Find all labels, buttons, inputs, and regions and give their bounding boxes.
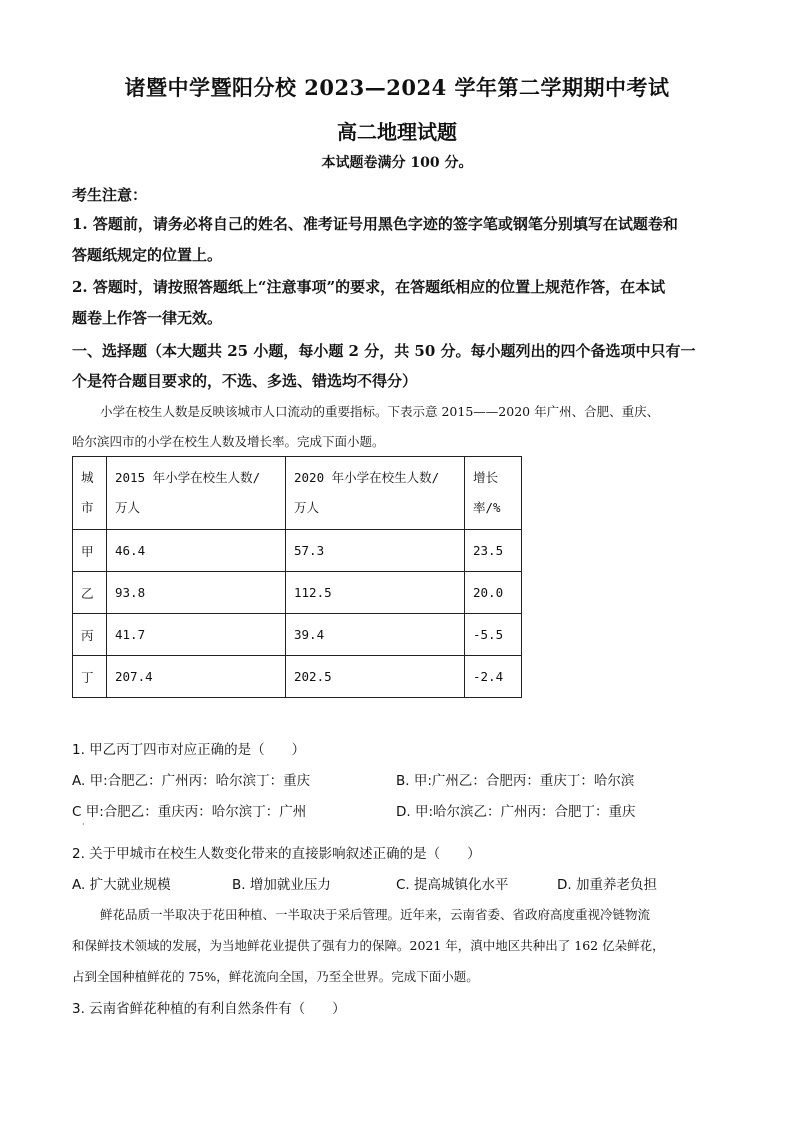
header-2015: 2015 年小学在校生人数/ 万人 bbox=[107, 457, 286, 530]
enrollment-table bbox=[72, 456, 522, 698]
notice-item2-line1: 2. 答题时，请按照答题纸上“注意事项”的要求，在答题纸相应的位置上规范作答，在本试 bbox=[72, 278, 666, 296]
q2-stem: 2. 关于甲城市在校生人数变化带来的直接影响叙述正确的是（ ） bbox=[72, 846, 481, 862]
score-note: 本试题卷满分 100 分。 bbox=[321, 155, 473, 171]
table-row bbox=[73, 656, 522, 698]
cell-2020: 39.4 bbox=[286, 614, 465, 656]
header-city: 城 市 bbox=[73, 457, 107, 530]
cell-2020: 202.5 bbox=[286, 656, 465, 698]
header-2020: 2020 年小学在校生人数/ 万人 bbox=[286, 457, 465, 530]
notice-heading: 考生注意： bbox=[72, 186, 148, 204]
q1-option-a: A. 甲:合肥乙：广州丙：哈尔滨丁：重庆 bbox=[72, 773, 311, 789]
exam-subtitle: 高二地理试题 bbox=[337, 120, 457, 144]
passage2-line2: 和保鲜技术领域的发展，为当地鲜花业提供了强有力的保障。2021 年，滇中地区共种出了 162 亿朵鲜花， bbox=[72, 938, 665, 953]
section1-line1: 一、选择题（本大题共 25 小题，每小题 2 分，共 50 分。每小题列出的四个备选项中只有一 bbox=[72, 342, 696, 360]
cell-rate: -5.5 bbox=[465, 614, 522, 656]
cell-rate: -2.4 bbox=[465, 656, 522, 698]
table-header-row bbox=[73, 457, 522, 530]
cell-city: 丁 bbox=[73, 656, 107, 698]
exam-title: 诸暨中学暨阳分校 2023—2024 学年第二学期期中考试 bbox=[124, 75, 670, 100]
table-row bbox=[73, 614, 522, 656]
cell-2015: 46.4 bbox=[107, 530, 286, 572]
q1-option-c: C 甲:合肥乙：重庆丙：哈尔滨丁：广州 bbox=[72, 804, 307, 820]
cell-2020: 57.3 bbox=[286, 530, 465, 572]
cell-2015: 207.4 bbox=[107, 656, 286, 698]
table-row bbox=[73, 530, 522, 572]
q3-stem: 3. 云南省鲜花种植的有利自然条件有（ ） bbox=[72, 1001, 346, 1017]
cell-2020: 112.5 bbox=[286, 572, 465, 614]
cell-city: 甲 bbox=[73, 530, 107, 572]
header-rate: 增长 率/% bbox=[465, 457, 522, 530]
passage2-line3: 占到全国种植鲜花的 75%，鲜花流向全国，乃至全世界。完成下面小题。 bbox=[72, 969, 479, 984]
q2-option-a: A. 扩大就业规模 bbox=[72, 877, 171, 893]
q2-option-c: C. 提高城镇化水平 bbox=[396, 877, 509, 893]
passage1-line1: 小学在校生人数是反映该城市人口流动的重要指标。下表示意 2015——2020 年广州、合肥、重庆、 bbox=[100, 404, 660, 419]
cell-city: 乙 bbox=[73, 572, 107, 614]
table-row bbox=[73, 572, 522, 614]
cell-city: 丙 bbox=[73, 614, 107, 656]
passage1-line2: 哈尔滨四市的小学在校生人数及增长率。完成下面小题。 bbox=[72, 434, 385, 449]
notice-item1-line1: 1. 答题前，请务必将自己的姓名、准考证号用黑色字迹的签字笔或钢笔分别填写在试题卷和 bbox=[72, 215, 678, 233]
cell-rate: 23.5 bbox=[465, 530, 522, 572]
cell-2015: 41.7 bbox=[107, 614, 286, 656]
q2-option-d: D. 加重养老负担 bbox=[557, 877, 657, 893]
notice-item2-line2: 题卷上作答一律无效。 bbox=[72, 309, 223, 327]
cell-rate: 20.0 bbox=[465, 572, 522, 614]
passage2-line1: 鲜花品质一半取决于花田种植、一半取决于采后管理。近年来，云南省委、省政府高度重视冷链物流 bbox=[100, 907, 651, 922]
stray-mark: · bbox=[82, 820, 85, 829]
q1-stem: 1. 甲乙丙丁四市对应正确的是（ ） bbox=[72, 742, 306, 758]
q1-option-d: D. 甲:哈尔滨乙：广州丙：合肥丁：重庆 bbox=[396, 804, 636, 820]
q2-option-b: B. 增加就业压力 bbox=[232, 877, 331, 893]
notice-item1-line2: 答题纸规定的位置上。 bbox=[72, 246, 223, 264]
cell-2015: 93.8 bbox=[107, 572, 286, 614]
section1-line2: 个是符合题目要求的，不选、多选、错选均不得分） bbox=[72, 372, 418, 390]
q1-option-b: B. 甲:广州乙：合肥丙：重庆丁：哈尔滨 bbox=[396, 773, 635, 789]
